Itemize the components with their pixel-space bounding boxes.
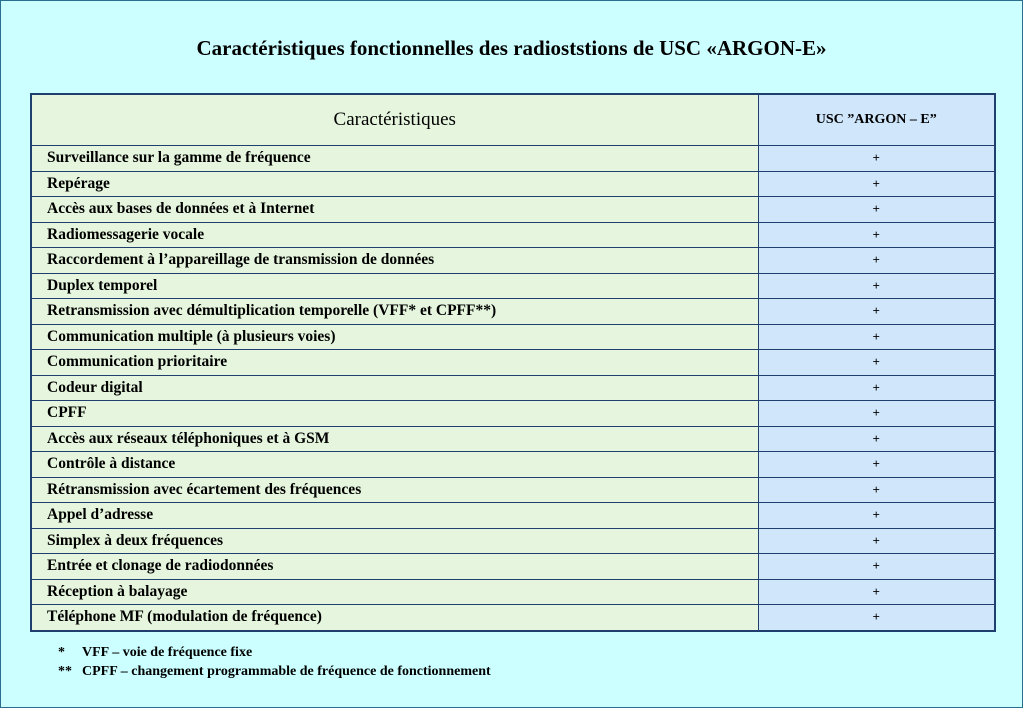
value-cell: + (758, 401, 995, 427)
table-row (31, 299, 995, 325)
value-cell: + (758, 273, 995, 299)
table-row (31, 554, 995, 580)
table-row (31, 375, 995, 401)
footnote-mark: * (58, 645, 65, 660)
feature-cell: Réception à balayage (31, 579, 758, 605)
header-value: USC ”ARGON – E” (758, 94, 995, 146)
feature-cell: Simplex à deux fréquences (31, 528, 758, 554)
features-table (30, 93, 996, 632)
table-row (31, 248, 995, 274)
table-row (31, 146, 995, 172)
value-cell: + (758, 605, 995, 631)
footnote-text: VFF – voie de fréquence fixe (82, 645, 253, 660)
table-row (31, 324, 995, 350)
feature-cell: Codeur digital (31, 375, 758, 401)
table-row (31, 273, 995, 299)
feature-cell: Surveillance sur la gamme de fréquence (31, 146, 758, 172)
value-cell: + (758, 324, 995, 350)
footnote-text: CPFF – changement programmable de fréquence de fonctionnement (82, 664, 491, 679)
feature-cell: Accès aux bases de données et à Internet (31, 197, 758, 223)
value-cell: + (758, 375, 995, 401)
value-cell: + (758, 554, 995, 580)
table-body (31, 146, 995, 631)
value-cell: + (758, 503, 995, 529)
value-cell: + (758, 426, 995, 452)
value-cell: + (758, 452, 995, 478)
footnote-1 (58, 643, 491, 662)
feature-cell: Entrée et clonage de radiodonnées (31, 554, 758, 580)
table-row (31, 197, 995, 223)
header-feature: Caractéristiques (31, 94, 758, 146)
table-row (31, 503, 995, 529)
feature-cell: Téléphone MF (modulation de fréquence) (31, 605, 758, 631)
value-cell: + (758, 350, 995, 376)
table-row (31, 171, 995, 197)
feature-cell: Appel d’adresse (31, 503, 758, 529)
footnote-2 (58, 662, 491, 681)
feature-cell: Raccordement à l’appareillage de transmission de données (31, 248, 758, 274)
value-cell: + (758, 146, 995, 172)
page-title: Caractéristiques fonctionnelles des radioststions de USC «ARGON-E» (196, 36, 827, 60)
feature-cell: Duplex temporel (31, 273, 758, 299)
feature-cell: Radiomessagerie vocale (31, 222, 758, 248)
value-cell: + (758, 197, 995, 223)
table-row (31, 452, 995, 478)
value-cell: + (758, 299, 995, 325)
value-cell: + (758, 579, 995, 605)
table-row (31, 401, 995, 427)
feature-cell: Accès aux réseaux téléphoniques et à GSM (31, 426, 758, 452)
table-row (31, 605, 995, 631)
feature-cell: CPFF (31, 401, 758, 427)
feature-cell: Retransmission avec démultiplication temporelle (VFF* et CPFF**) (31, 299, 758, 325)
table-row (31, 579, 995, 605)
feature-cell: Repérage (31, 171, 758, 197)
table-row (31, 426, 995, 452)
footnote-mark: ** (58, 664, 72, 679)
value-cell: + (758, 477, 995, 503)
table-header-row (31, 94, 995, 146)
footnotes (58, 643, 491, 681)
table-row (31, 222, 995, 248)
table-row (31, 477, 995, 503)
value-cell: + (758, 222, 995, 248)
value-cell: + (758, 248, 995, 274)
feature-cell: Communication multiple (à plusieurs voies) (31, 324, 758, 350)
feature-cell: Rétransmission avec écartement des fréquences (31, 477, 758, 503)
value-cell: + (758, 171, 995, 197)
feature-cell: Contrôle à distance (31, 452, 758, 478)
feature-cell: Communication prioritaire (31, 350, 758, 376)
table-row (31, 350, 995, 376)
table-row (31, 528, 995, 554)
value-cell: + (758, 528, 995, 554)
